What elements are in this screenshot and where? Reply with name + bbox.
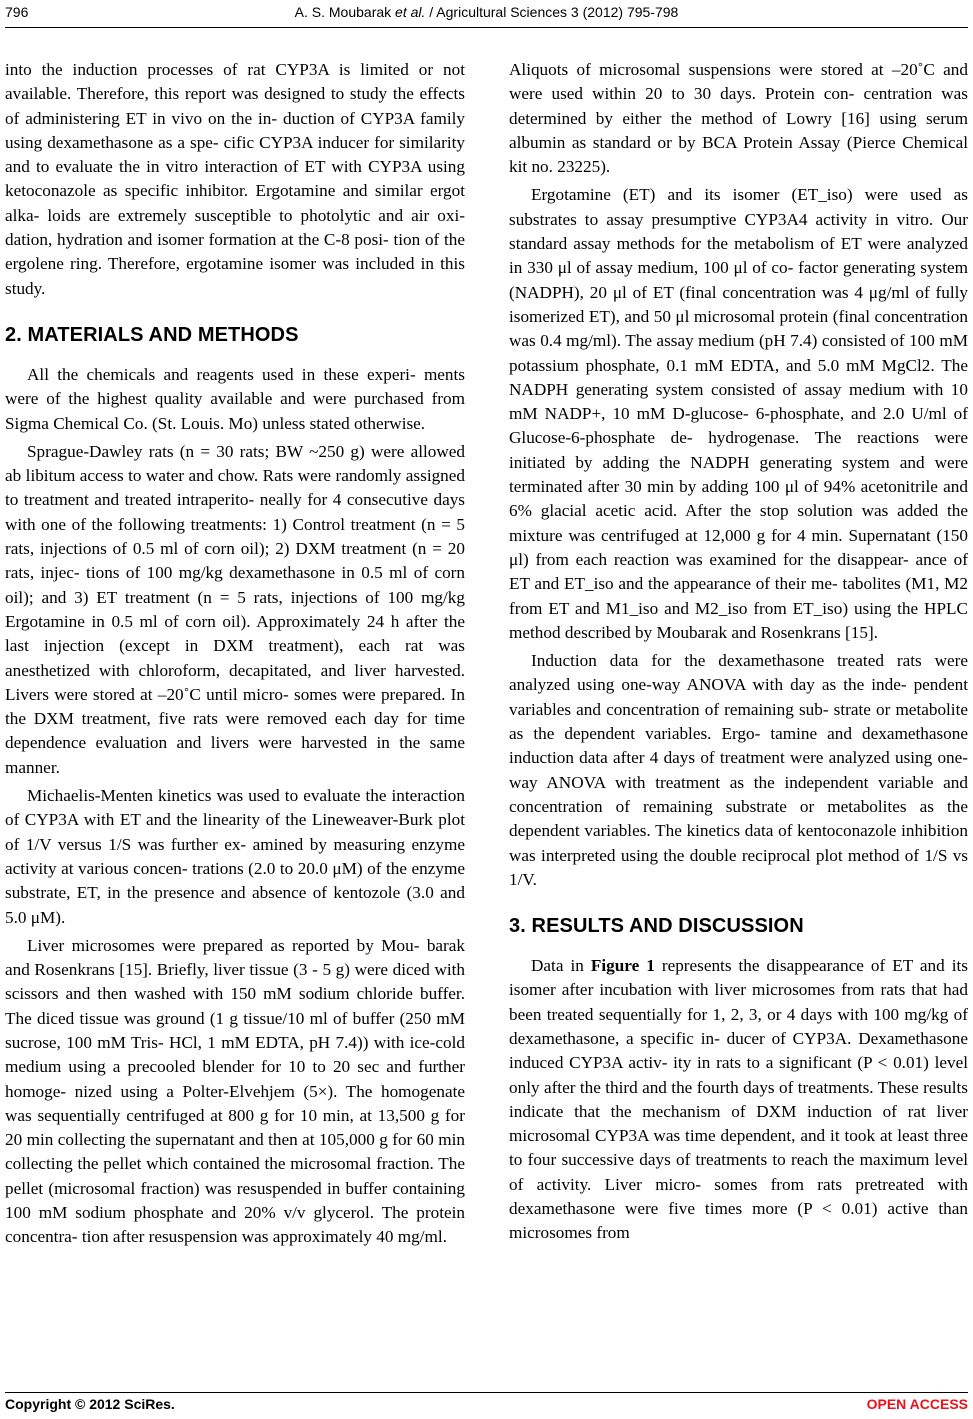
paragraph: Ergotamine (ET) and its isomer (ET_iso) were used as substrates to assay presumptive CYP3A4 activity in vitro. Our standard assay methods for the metabolism of ET were analyzed in 330 μl of assay medium, 100 μl of co- factor generating system (NADPH), 20 μl of ET (final concentration was 4 μg/ml of fully isomerized ET), and 50 μl microsomal protein (final concentration was 0.4 mg/ml). The assay medium (pH 7.4) consisted of 100 mM potassium phosphate, 0.1 mM EDTA, and 5.0 mM MgCl2. The NADPH generating system consisted of assay medium with 10 mM NADP+, 10 mM D-glucose- 6-phosphate, and 2.0 U/ml of Glucose-6-phosphate de- hydrogenase. The reactions were initiated by adding the NADPH generating system and were terminated after 30 min by adding 100 μl of 94% acetonitrile and 6% glacial acetic acid. After the stop solution was added the mixture was centrifuged at 12,000 g for 4 min. Supernatant (150 μl) from each reaction was examined for the disappear- ance of ET and ET_iso and the appearance of their me- tabolites (M1, M2 from ET and M1_iso and M2_iso from ET_iso) using the HPLC method described by Moubarak and Rosenkrans [15]. [509, 185, 968, 642]
copyright-notice: Copyright © 2012 SciRes. [5, 1396, 175, 1412]
running-head-authors: A. S. Moubarak [294, 4, 396, 20]
section-heading-materials-methods: 2. MATERIALS AND METHODS [5, 323, 299, 346]
open-access-badge: OPEN ACCESS [866, 1396, 968, 1412]
paragraph: into the induction processes of rat CYP3A is limited or not available. Therefore, this report was designed to study the effects of administering ET in vivo on the in- duction of CYP3A family using dexamethasone as a spe- cific CYP3A inducer for similarity and to evaluate the in vitro interaction of ET with CYP3A using ketoconazole as specific inhibitor. Ergotamine and similar ergot alka- loids are extremely susceptible to photolytic and air oxi- dation, hydration and isomer formation at the C-8 posi- tion of the ergolene ring. Therefore, ergotamine isomer was included in this study. [5, 60, 465, 298]
footer-rule [5, 1392, 968, 1393]
running-head [0, 4, 973, 20]
paragraph: Michaelis-Menten kinetics was used to evaluate the interaction of CYP3A with ET and the linearity of the Lineweaver-Burk plot of 1/V versus 1/S was further ex- amined by measuring enzyme activity at various concen- trations (2.0 to 20.0 μM) of the enzyme substrate, ET, in the presence and absence of kentozole (3.0 and 5.0 μM). [5, 786, 465, 927]
header-rule [5, 27, 968, 28]
right-column [509, 58, 968, 1250]
paragraph: All the chemicals and reagents used in these experi- ments were of the highest quality available and were purchased from Sigma Chemical Co. (St. Louis. Mo) unless stated otherwise. [5, 364, 465, 433]
paragraph [509, 954, 968, 1246]
page-header [0, 0, 973, 30]
paragraph: Induction data for the dexamethasone treated rats were analyzed using one-way ANOVA with day as the inde- pendent variables and concentration of remaining sub- strate or metabolite as the dependent variables. Ergo- tamine and dexamethasone induction data after 4 days of treatment were analyzed using one-way ANOVA with treatment as the independent variable and concentration of remaining substrate or metabolites as the dependent variables. The kinetics data of kentoconazole inhibition was interpreted using the double reciprocal plot method of 1/S vs 1/V. [509, 651, 968, 889]
paragraph: Sprague-Dawley rats (n = 30 rats; BW ~250 g) were allowed ab libitum access to water and chow. Rats were randomly assigned to treatment and treated intraperito- neally for 4 consecutive days with one of the following treatments: 1) Control treatment (n = 5 rats, injections of 0.5 ml of corn oil); 2) DXM treatment (n = 20 rats, injec- tions of 100 mg/kg dexamethasone in 0.5 ml of corn oil); and 3) ET treatment (n = 5 rats, injections of 100 mg/kg Ergotamine in 0.5 ml of corn oil). Approximately 24 h after the last injection (except in DXM treatment), each rat was anesthetized with chloroform, decapitated, and liver harvested. Livers were stored at –20˚C until micro- somes were prepared. In the DXM treatment, five rats were removed each day for time dependence evaluation and livers were harvested in the same manner. [5, 441, 465, 777]
left-column [5, 58, 465, 1254]
section-heading-results-discussion: 3. RESULTS AND DISCUSSION [509, 915, 804, 938]
text-run: represents the disappearance of ET and its isomer after incubation with liver microsomes from rats that had been treated sequentially for 1, 2, 3, or 4 days with 100 mg/kg of dexamethasone, a specific in- ducer of CYP3A. Dexamethasone induced CYP3A activ- ity in rats to a significant (P < 0.01) level only after the third and the fourth days of treatments. These results indicate that the mechanism of DXM induction of rat liver microsomal CYP3A was time dependent, and it took at least three to four successive days of treatments to reach the maximum level of activity. Liver micro- somes from rats pretreated with dexamethasone were five times more (P < 0.01) active than microsomes from [509, 956, 968, 1243]
paragraph: Aliquots of microsomal suspensions were stored at –20˚C and were used within 20 to 30 days. Protein con- centration was determined by either the method of Lowry [16] using serum albumin as standard or by BCA Protein Assay (Pierce Chemical kit no. 23225). [509, 60, 968, 177]
running-head-etal: et al. [395, 4, 426, 20]
page-footer [0, 1392, 973, 1416]
text-run: Data in [531, 956, 591, 976]
figure-reference-link[interactable]: Figure 1 [590, 956, 655, 976]
page-number: 796 [5, 4, 29, 20]
paragraph: Liver microsomes were prepared as reported by Mou- barak and Rosenkrans [15]. Briefly, liver tissue (3 - 5 g) were diced with scissors and then washed with 150 mM sodium chloride buffer. The diced tissue was ground (1 g tissue/10 ml of buffer (250 mM sucrose, 100 mM Tris- HCl, 1 mM EDTA, pH 7.4)) with ice-cold medium using a precooled blender for 10 to 20 sec and further homoge- nized using a Polter-Elvehjem (5×). The homogenate was sequentially centrifuged at 800 g for 10 min, at 13,500 g for 20 min collecting the supernatant and then at 105,000 g for 60 min collecting the pellet which contained the microsomal fraction. The pellet (microsomal fraction) was resuspended in buffer containing 100 mM sodium phosphate and 20% v/v glycerol. The protein concentra- tion after resuspension was approximately 40 mg/ml. [5, 935, 465, 1247]
running-head-journal: / Agricultural Sciences 3 (2012) 795-798 [425, 4, 679, 20]
